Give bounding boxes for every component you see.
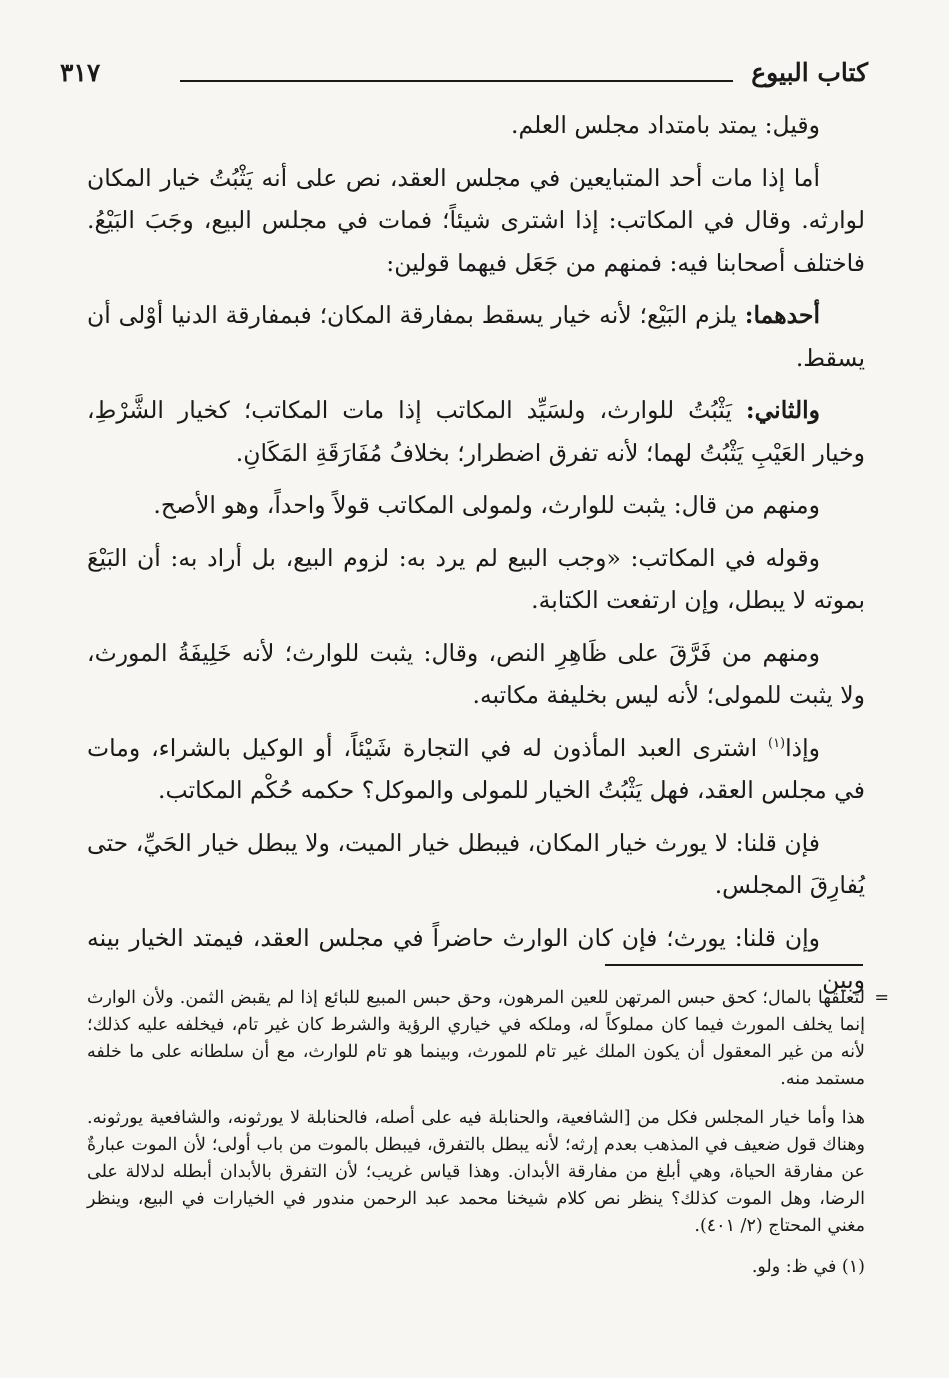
footnotes: [87, 985, 889, 1281]
bold-lead: أحدهما:: [744, 301, 820, 329]
footnote-continued: [87, 985, 889, 1093]
paragraph: ومنهم من قال: يثبت للوارث، ولمولى المكاتب قولاً واحداً، وهو الأصح.: [153, 491, 820, 519]
footnote-paragraph: هذا وأما خيار المجلس فكل من [الشافعية، والحنابلة فيه على أصله، فالحنابلة لا يورثونه، والشافعية يورثونه. وهناك قول ضعيف في المذهب بعدم إرثه؛ لأنه يبطل بالتفرق، فيبطل بالموت من باب أولى؛ لأن الموت عبارةٌ عن مفارقة الحياة، وهي أبلغ من مفارقة الأبدان. وهذا قياس غريب؛ لأن التفرق بالأبدان أبطله لدلالة على الرضا، وهل الموت كذلك؟ ينظر نص كلام شيخنا محمد عبد الرحمن مندور في الخيارات في البيع، وينظر مغني المحتاج (٢/ ٤٠١).: [87, 1108, 865, 1236]
bold-lead: والثاني:: [745, 396, 820, 424]
page-number: ٣١٧: [60, 58, 101, 87]
paragraph: ومنهم من فَرَّقَ على ظَاهِرِ النص، وقال: يثبت للوارث؛ لأنه خَلِيفَةُ المورث، ولا يثبت للمولى؛ لأنه ليس بخليفة مكاتبه.: [87, 638, 865, 709]
paragraph-text: يلزم البَيْع؛ لأنه خيار يسقط بمفارقة المكان؛ فبمفارقة الدنيا أوْلى أن يسقط.: [87, 301, 865, 372]
paragraph: أما إذا مات أحد المتبايعين في مجلس العقد، نص على أنه يَثْبُتُ خيار المكان لوارثه. وقال في المكاتب: إذا اشترى شيئاً؛ فمات في مجلس البيع، وجَبَ البَيْعُ. فاختلف أصحابنا فيه: فمنهم من جَعَل فيهما قولين:: [87, 163, 865, 277]
continuation-mark: =: [874, 988, 889, 1008]
paragraph-text: وإذا: [785, 733, 820, 762]
paragraph-text: يَثْبُتُ للوارث، ولسَيِّد المكاتب إذا مات المكاتب؛ كخيار الشَّرْطِ، وخيار العَيْبِ يَثْبُتُ لهما؛ لأنه تفرق اضطرار؛ بخلافُ مُفَارَقَةِ المَكَانِ.: [87, 396, 865, 467]
header-rule: [180, 80, 733, 82]
footnote-reference[interactable]: (١): [767, 735, 786, 751]
paragraph: [87, 389, 865, 474]
footnote-1: (١) في ظ: ولو.: [751, 1257, 865, 1277]
paragraph: وإن قلنا: يورث؛ فإن كان الوارث حاضراً في مجلس العقد، فيمتد الخيار بينه وبين: [87, 923, 865, 994]
footnote-divider: [605, 964, 863, 966]
paragraph: [87, 294, 865, 379]
paragraph: فإن قلنا: لا يورث خيار المكان، فيبطل خيار الميت، ولا يبطل خيار الحَيِّ، حتى يُفارِقَ المجلس.: [87, 828, 865, 899]
paragraph: [87, 727, 865, 812]
running-header: [60, 58, 868, 98]
footnote-text: لتعلقها بالمال؛ كحق حبس المرتهن للعين المرهون، وحق حبس المبيع للبائع إذا لم يقبض الثمن. ولأن الوارث إنما يخلف المورث فيما كان مملوكاً له، وملكه في خياري الرؤية والشرط كان غير تام، فيخلفه عليه كذلك؛ لأنه من غير المعقول أن يكون الملك غير تام للمورث، وبينما هو تام للوارث، مع أن سلطانه على ما خلفه مستمد منه.: [87, 988, 865, 1089]
chapter-title: كتاب البيوع: [751, 58, 868, 87]
paragraph: وقوله في المكاتب: «وجب البيع لم يرد به: لزوم البيع، بل أراد به: أن البَيْعَ بموته لا يبطل، وإن ارتفعت الكتابة.: [87, 543, 865, 614]
paragraph-text: اشترى العبد المأذون له في التجارة شَيْئاً، أو الوكيل بالشراء، ومات في مجلس العقد، فهل يَثْبُتُ الخيار للمولى والموكل؟ حكمه حُكْم المكاتب.: [87, 733, 865, 804]
paragraph: وقيل: يمتد بامتداد مجلس العلم.: [511, 111, 820, 139]
main-text: [87, 104, 865, 1002]
